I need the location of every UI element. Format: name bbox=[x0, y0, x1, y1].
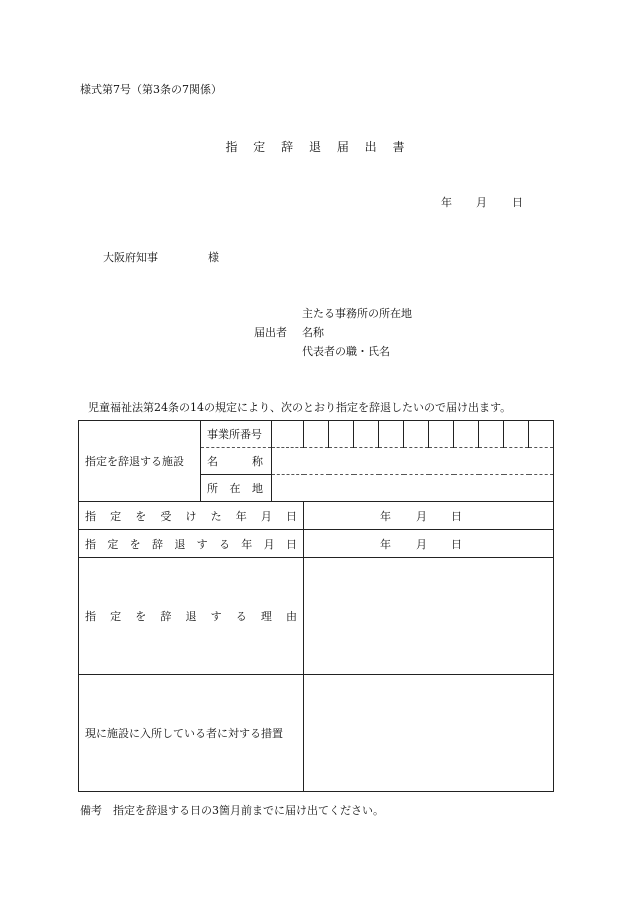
title-char: 指 bbox=[225, 140, 238, 154]
withdrawal-form-table bbox=[78, 420, 554, 792]
facility-name-field[interactable] bbox=[272, 448, 554, 475]
withdraw-date-field[interactable] bbox=[304, 530, 554, 558]
reason-char: 定 bbox=[110, 610, 122, 623]
withdraw-date-label bbox=[79, 530, 304, 558]
withdraw-date-year: 年 bbox=[380, 537, 391, 551]
withdraw-reason-field[interactable] bbox=[304, 558, 554, 675]
name-char: 名 bbox=[207, 455, 218, 468]
office-number-digit[interactable] bbox=[304, 421, 329, 448]
designated-date-month: 月 bbox=[416, 509, 427, 523]
office-number-digit[interactable] bbox=[379, 421, 404, 448]
designated-date-char: 定 bbox=[110, 509, 122, 523]
location-char: 所 bbox=[207, 482, 218, 495]
withdraw-date-day: 日 bbox=[451, 537, 462, 551]
withdraw-date-char: 日 bbox=[285, 537, 297, 551]
notifier-label: 届出者 bbox=[254, 326, 287, 339]
addressee-honorific: 様 bbox=[208, 251, 219, 264]
addressee-name: 大阪府知事 bbox=[103, 251, 158, 264]
office-number-label: 事業所番号 bbox=[201, 421, 272, 448]
location-char: 地 bbox=[252, 482, 263, 495]
document-title bbox=[0, 138, 630, 155]
designated-date-year: 年 bbox=[380, 509, 391, 523]
facility-location-field[interactable] bbox=[272, 475, 554, 502]
office-number-digit[interactable] bbox=[529, 421, 554, 448]
withdraw-reason-label bbox=[79, 558, 304, 675]
office-number-digit[interactable] bbox=[429, 421, 454, 448]
designated-date-day: 日 bbox=[451, 509, 462, 523]
resident-measures-label: 現に施設に入所している者に対する措置 bbox=[79, 675, 304, 792]
header-date-month: 月 bbox=[476, 196, 487, 209]
title-char: 出 bbox=[364, 140, 377, 154]
reason-char: 退 bbox=[185, 610, 197, 623]
reason-char: 理 bbox=[260, 610, 272, 623]
withdraw-date-char: 退 bbox=[174, 537, 186, 551]
reason-char: 由 bbox=[286, 610, 297, 623]
title-char: 届 bbox=[336, 140, 349, 154]
withdraw-date-month: 月 bbox=[416, 537, 427, 551]
withdraw-date-char: 辞 bbox=[151, 537, 163, 551]
office-number-digit[interactable] bbox=[272, 421, 304, 448]
designated-date-label bbox=[79, 502, 304, 530]
facility-location-label bbox=[201, 475, 272, 502]
office-number-digit[interactable] bbox=[354, 421, 379, 448]
withdraw-date-char: 年 bbox=[241, 537, 253, 551]
title-char: 辞 bbox=[281, 140, 294, 154]
reason-char: 辞 bbox=[160, 610, 172, 623]
reason-char: す bbox=[210, 610, 222, 623]
designated-date-char: け bbox=[185, 509, 197, 523]
designated-date-char: 月 bbox=[260, 509, 272, 523]
reason-char: を bbox=[135, 610, 147, 623]
office-number-digit[interactable] bbox=[479, 421, 504, 448]
header-date-day: 日 bbox=[512, 196, 523, 209]
withdraw-date-char: 指 bbox=[85, 537, 96, 551]
withdraw-date-char: す bbox=[196, 537, 208, 551]
notifier-representative-label: 代表者の職・氏名 bbox=[302, 345, 390, 358]
designated-date-char: を bbox=[135, 509, 147, 523]
withdraw-date-char: 月 bbox=[263, 537, 275, 551]
title-char: 書 bbox=[392, 140, 405, 154]
withdraw-date-char: る bbox=[218, 537, 230, 551]
title-char: 定 bbox=[253, 140, 266, 154]
notifier-address-label: 主たる事務所の所在地 bbox=[302, 307, 412, 320]
designated-date-char: 指 bbox=[85, 509, 96, 523]
office-number-digit[interactable] bbox=[329, 421, 354, 448]
reason-char: る bbox=[235, 610, 247, 623]
withdraw-date-char: を bbox=[129, 537, 141, 551]
reason-char: 指 bbox=[85, 610, 96, 623]
name-char: 称 bbox=[252, 455, 263, 468]
title-char: 退 bbox=[308, 140, 321, 154]
office-number-digit[interactable] bbox=[404, 421, 429, 448]
remarks-note: 備考 指定を辞退する日の3箇月前までに届け出てください。 bbox=[80, 804, 384, 817]
resident-measures-field[interactable] bbox=[304, 675, 554, 792]
header-date-year: 年 bbox=[441, 196, 452, 209]
designated-date-char: た bbox=[210, 509, 222, 523]
designated-date-char: 受 bbox=[160, 509, 172, 523]
location-char: 在 bbox=[229, 482, 241, 495]
withdraw-date-char: 定 bbox=[107, 537, 119, 551]
designated-date-char: 日 bbox=[286, 509, 297, 523]
notifier-name-label: 名称 bbox=[302, 326, 324, 339]
office-number-digit[interactable] bbox=[504, 421, 529, 448]
designated-date-char: 年 bbox=[235, 509, 247, 523]
statement-text: 児童福祉法第24条の14の規定により、次のとおり指定を辞退したいので届け出ます。 bbox=[88, 401, 512, 414]
facility-name-label bbox=[201, 448, 272, 475]
office-number-digit[interactable] bbox=[454, 421, 479, 448]
facility-label: 指定を辞退する施設 bbox=[79, 421, 201, 502]
designated-date-field[interactable] bbox=[304, 502, 554, 530]
form-reference: 様式第7号（第3条の7関係） bbox=[80, 83, 222, 96]
